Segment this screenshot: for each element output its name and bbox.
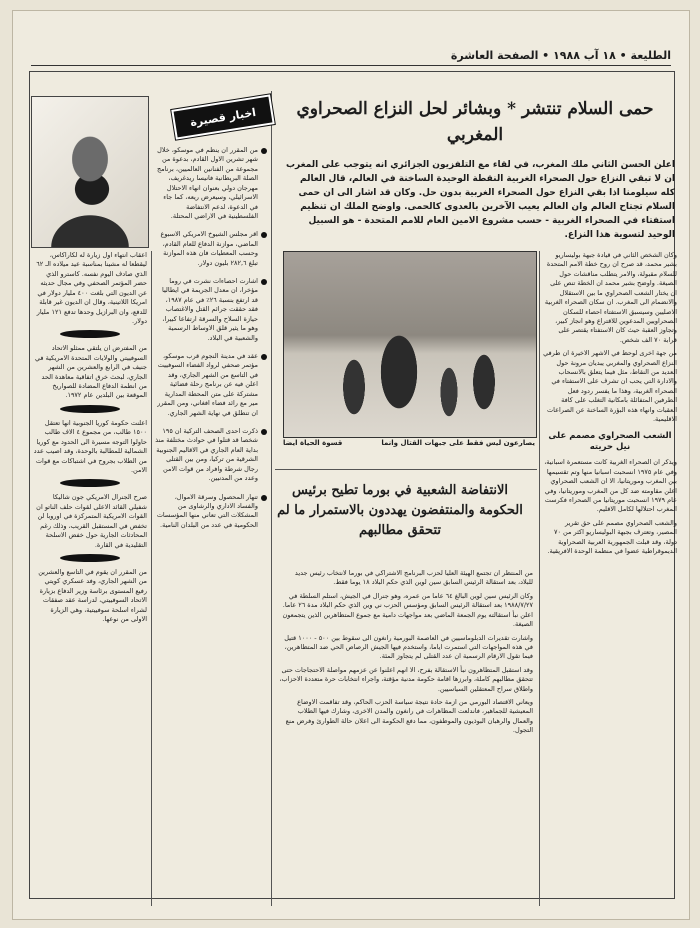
news-photo (283, 251, 537, 438)
left-paragraph: اعلنت حكومة كوريا الجنوبية انها تعتقل ١٥٠٠ طالب، من مجموع ٤ الاف طالب حاولوا التوجه مسيرة الى الحدود مع كوريا الشمالية للمطالبة بالوحدة، وقد اصيب عدد من الطلاب بجروح في اشتباكات مع قوات الامن. (33, 418, 147, 475)
bullet-icon (261, 495, 267, 501)
portrait-photo (31, 96, 149, 248)
main-headline: حمى السلام تنتشر * وبشائر لحل النزاع الصحراوي المغربي (296, 99, 654, 146)
burma-paragraph: من المنتظر ان تجتمع الهيئة العليا لحزب البرنامج الاشتراكي في بورما لانتخاب رئيس جديد للبلاد، بعد استقالة الرئيس السابق سين لوين الذي حكم البلاد ١٨ يوما فقط. (294, 569, 533, 587)
photo-caption-right: يصارعون ليس فقط على جبهات القتال وانما (381, 439, 535, 447)
brief-item: اقر مجلس الشيوخ الامريكي الاسبوع الماضي، موازنة الدفاع للعام القادم، وحسب المعطيات فان هذه الموازنة تبلغ ٢٨٢,٦ بليون دولار. (155, 230, 267, 272)
bullet-icon (261, 148, 267, 154)
column-rule (151, 251, 152, 906)
newspaper-page (12, 10, 690, 920)
bullet-icon (261, 429, 267, 435)
brief-item: ذكرت احدى الصحف التركية ان ١٩٥ شخصا قد قتلوا في حوادث مختلفة منذ بداية العام الجاري في الاقاليم الجنوبية الشرقية من تركيا، ومن بين القتلى رجال شرطة وافراد من قوات الامن وعدد من المدنيين. (155, 427, 267, 488)
briefs-badge: اخبار قصيرة (171, 94, 274, 139)
brief-item: تنهار المحصول وسرقة الاموال، والفساد الاداري والرشاوى من المشكلات التي تعاني منها المؤسسات الحكومية في عدد من البلدان النامية. (155, 493, 267, 535)
left-column (33, 251, 147, 906)
photo-caption-left: قسوة الحياة ايضا (283, 439, 343, 447)
column-rule (539, 251, 540, 906)
page-header: الطليعة • ١٨ آب ١٩٨٨ • الصفحة العاشرة (31, 49, 671, 66)
bullet-icon (261, 232, 267, 238)
separator-icon (60, 405, 120, 413)
photo-caption (283, 439, 535, 447)
burma-headline: الانتفاضة الشعبية في بورما تطيح برئيس الحكومة والمنتفضون يهددون بالاستمرار ما لم تتحقق مطالبهم (277, 483, 523, 539)
sub-paragraph: والشعب الصحراوي مصمم على حق تقرير المصير، وتعترف بجبهة البوليساريو اكثر من ٧٠ دولة، وقد قبلت الجمهورية العربية الصحراوية الديموقراطية عضوا في منظمة الوحدة الافريقية. (547, 518, 677, 556)
bullet-icon (261, 279, 267, 285)
divider (275, 469, 537, 470)
burma-story-column (279, 569, 533, 906)
burma-paragraph: وكان الرئيس سين لوين البالغ ٦٤ عاما من عمره، وهو جنرال في الجيش، استلم السلطة في ١٩٨٨/٧/٢٧ بعد استقالة الرئيس السابق ومؤسس الحزب ني وين الذي حكم البلاد مدة ٢٦ عاما. اعلن نبأ استقالته يوم الجمعة الماضي بعد مواجهات دامية مع جموع المتظاهرين الذين يتجمعون الصيغة. (282, 591, 533, 629)
left-paragraph: صرح الجنرال الامريكي جون شاليكا شفيلي القائد الاعلى لقوات حلف الناتو ان القوات الامريكية المتمركزة في اوروبا لن تخفض في المستقبل القريب، وذلك رغم المحادثات الجارية حول خفض الاسلحة التقليدية في القارة. (36, 493, 147, 549)
burma-paragraph: وقد استقبل المتظاهرون نبأ الاستقالة بفرح، الا انهم اعلنوا عن عزمهم مواصلة الاحتجاجات حتى تتحقق مطالبهم كاملة، وابرزها اقامة حكومة مدنية مؤقتة، واجراء انتخابات حرة متعددة الاحزاب، واطلاق سراح المعتقلين السياسيين. (279, 665, 533, 693)
column-rule (271, 91, 272, 906)
brief-item: من المقرر ان ينظم في موسكو، خلال شهر تشرين الاول القادم، بدعوة من مجموعة من الفنانين العالميين، برنامج الصلة البريطانية فانيسا ريدغريف، مهرجان دولي بعنوان انهاء الاحتلال الاسرائيلي، وسيعرض ريعه، كما جاء في الدعوة، لدعم الانتفاضة الفلسطينية في الاراضي المحتلة. (155, 146, 267, 225)
main-paragraph: من جهة اخرى لوحظ في الاشهر الاخيرة ان طرفي النزاع الصحراوي والمغربي يبديان مرونة حول العديد من النقاط، مثل فيما يتعلق بالانسحاب والادارة التي يحب ان تشرف على الاستفتاء في الصحراء الغربية، وهذا ما يفسر ردود فعل الطرفين المتفائلة بامكانية التغلب على كافة العقبات وانهاء هذه البؤرة الساخنة عن الصراعات الاقليمية. (543, 349, 677, 424)
separator-icon (60, 554, 120, 562)
burma-paragraph: واشارت تقديرات الدبلوماسيين في العاصمة البورمية رانغون الى سقوط بين ٥٠٠ - ١٠٠٠ قتيل في هذه المواجهات التي استمرت اياما، واستخدم فيها الجيش الرصاص الحي ضد المتظاهرين، فيما تقول الارقام الرسمية ان عدد القتلى لم يتجاوز المئة. (284, 633, 533, 661)
brief-item: اشارت احصاءات نشرت في روما مؤخرا، ان معدل الجريمة في ايطاليا قد ارتفع بنسبة ٢٦٪ في عام ١٩٨٧، فقد حققت جرائم القتل والاغتصاب حيازة السلاح والسرقة ارتفاعا كبيرا، وهو ما يثير قلق الاوساط الرسمية والشعبية في البلاد. (155, 277, 267, 347)
bullet-icon (261, 354, 267, 360)
burma-paragraph: ويعاني الاقتصاد البورمي من ازمة حادة نتيجة سياسة الحزب الحاكم، وقد تفاقمت الاوضاع المعيشية للجماهير، فاندلعت المظاهرات في رانغون والمدن الاخرى، وشارك فيها الطلاب والعمال والرهبان البوذيون والموظفون، مما دفع الحكومة الى اعلان حالة الطوارئ وفرض منع التجول. (285, 698, 533, 735)
main-paragraph: وكان الشخص الثاني في قيادة جبهة بوليساريو بشير محمد، قد صرح ان روح خطة الامم المتحدة للسلام مقبولة، والامر يتطلب مناقشات حول الصيغة. واوضح بشير محمد ان الخطة تنص على ان يختار الشعب الصحراوي ما بين الاستقلال والانضمام الى المغرب. ان سكان الصحراء الغربية الاصليين وسيسبق الاستفتاء احصاء للسكان الصحراويين المدعوين للاقتراع وهو انجاز كبير، وتجاوز العقبة حيث كان الاستفتاء يقتصر على قرابة ٧٠ الف شخص. (544, 251, 677, 344)
left-paragraph: من المفترض ان يلتقي ممثلو الاتحاد السوفييتي والولايات المتحدة الامريكية في جنيف في الرابع والعشرين من الشهر الجاري، لبحث خرق اتفاقية معاهدة الحد من انظمة الدفاع المضادة للصواريخ الموقعة بين البلدين عام ١٩٧٢. (35, 344, 147, 400)
sub-headline: الشعب الصحراوي مصمم على نيل حريته (548, 430, 672, 453)
separator-icon (60, 330, 120, 338)
briefs-column (155, 146, 267, 906)
sub-paragraph: ويذكر ان الصحراء الغربية كانت مستعمرة اسبانية، وفي عام ١٩٧٥ انسحبت اسبانيا منها وتم تقسيمها بين المغرب وموريتانيا، الا ان الشعب الصحراوي اعلن مقاومته ضد كل من المغرب وموريتانيا، وفي عام ١٩٧٩ انسحبت موريتانيا من الصحراء فكرست المغرب احتلالها لكامل الاقليم. (544, 458, 677, 514)
separator-icon (60, 479, 120, 487)
brief-item: عقد في مدينة النجوم قرب موسكو، مؤتمر صحفي لرواد الفضاء السوفييت في التاسع من الشهر الجاري، وقد اعلن فيه عن برنامج رحلة فضائية مشتركة على متن المحطة المدارية مير مع رائد فضاء افغاني، ومن المقرر ان تنطلق في نهاية الشهر الجاري. (155, 352, 267, 422)
left-paragraph: من المقرر ان يقوم في التاسع والعشرين من الشهر الجاري، وفد عسكري كويتي رفيع المستوى برئاسة وزير الدفاع بزيارة الاتحاد السوفييتي، لدراسة عقد صفقات لشراء اسلحة سوفييتية، وهي الزيارة الاولى من نوعها. (38, 567, 147, 624)
main-lead: اعلن الحسن الثاني ملك المغرب، في لقاء مع التلفزيون الجزائري انه يتوجب على المغرب ان لا تبقي النزاع حول الصحراء الغربية النقطة الوحيدة الساخنة في العالم، قال العالم كله سيلومنا اذا بقي النزاع حول الصحراء الغربية بدون حل. وكان قد اشار الى ان حمى السلام تجتاح العالم وان العالم يعيب الآخرين بالعدوى كالحمى. واوضح الملك ان تنظيم استفتاء في الصحراء الغربية - حسب مشروع الامين العام للامم المتحدة - هو السبيل الوحيد لتسوية هذا النزاع. (285, 160, 675, 240)
left-paragraph: اعقاب انتهاء اول زيارة له لكاراكاس، ليقطعا له مشينا بمناسبة عيد ميلاده الـ ٦٢ الذي صادف اليوم نفسه. كاسترو الذي حضر المؤتمر الصحفي وفي مجال حديثه عن الديون التي بلغت ٤٠٠ مليار دولار في امريكا اللاتينية، وقال ان الديون غير قابلة للدفع، وان البرازيل وحدها تدفع ١٢١ مليار دولار. (36, 251, 147, 325)
main-story-column (543, 251, 677, 906)
